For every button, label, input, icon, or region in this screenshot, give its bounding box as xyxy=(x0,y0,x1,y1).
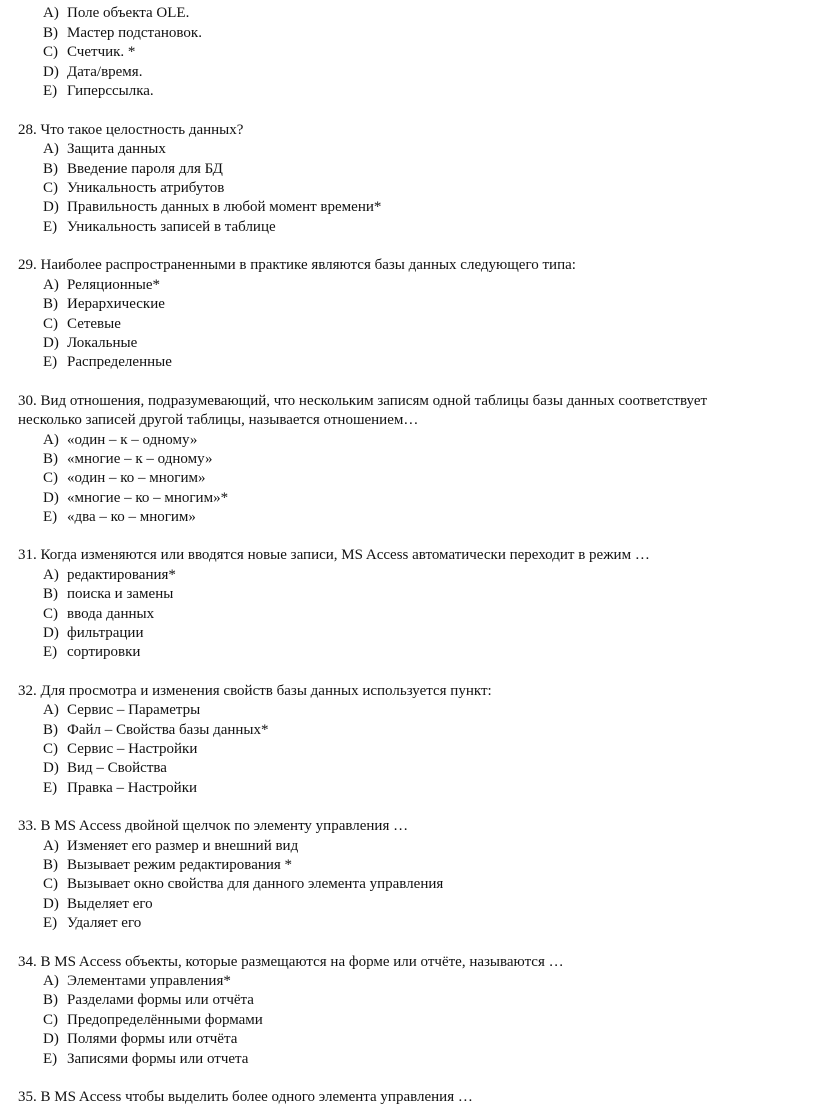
question-33: 33. В MS Access двойной щелчок по элементу управления … xyxy=(18,818,409,834)
answer-option: A) Элементами управления* xyxy=(43,973,231,989)
answer-option: D) Выделяет его xyxy=(43,896,153,912)
answer-option: E) Уникальность записей в таблице xyxy=(43,219,276,235)
answer-option: B) Разделами формы или отчёта xyxy=(43,992,254,1008)
answer-option: D) фильтрации xyxy=(43,625,144,641)
question-30: 30. Вид отношения, подразумевающий, что нескольким записям одной таблицы базы данных соответствует xyxy=(18,393,708,409)
intro-answer: E) Гиперссылка. xyxy=(43,83,154,99)
intro-answer: A) Поле объекта OLE. xyxy=(43,5,190,21)
answer-option: E) Правка – Настройки xyxy=(43,780,198,796)
answer-option: D) Вид – Свойства xyxy=(43,760,167,776)
answer-option: D) Локальные xyxy=(43,335,138,351)
answer-option: A) Реляционные* xyxy=(43,277,161,293)
answer-option: C) Вызывает окно свойства для данного элемента управления xyxy=(43,876,444,892)
answer-option: B) поиска и замены xyxy=(43,586,174,602)
answer-option: D) Полями формы или отчёта xyxy=(43,1031,238,1047)
answer-option: E) Записями формы или отчета xyxy=(43,1051,249,1067)
answer-option: E) Распределенные xyxy=(43,354,172,370)
answer-option: C) Уникальность атрибутов xyxy=(43,180,225,196)
question-34: 34. В MS Access объекты, которые размещаются на форме или отчёте, называются … xyxy=(18,954,564,970)
answer-option: E) Удаляет его xyxy=(43,915,142,931)
intro-answer: B) Мастер подстановок. xyxy=(43,25,202,41)
question-30-continuation: несколько записей другой таблицы, называется отношением… xyxy=(18,412,419,428)
answer-option: C) Сервис – Настройки xyxy=(43,741,198,757)
answer-option: C) Сетевые xyxy=(43,316,121,332)
answer-option: E) «два – ко – многим» xyxy=(43,509,196,525)
answer-option: A) Сервис – Параметры xyxy=(43,702,201,718)
question-28: 28. Что такое целостность данных? xyxy=(18,122,244,138)
answer-option: B) «многие – к – одному» xyxy=(43,451,213,467)
answer-option: A) «один – к – одному» xyxy=(43,432,198,448)
answer-option: D) «многие – ко – многим»* xyxy=(43,490,229,506)
answer-option: B) Введение пароля для БД xyxy=(43,161,223,177)
question-31: 31. Когда изменяются или вводятся новые записи, MS Access автоматически переходит в режим … xyxy=(18,547,650,563)
question-32: 32. Для просмотра и изменения свойств базы данных используется пункт: xyxy=(18,683,492,699)
answer-option: B) Файл – Свойства базы данных* xyxy=(43,722,269,738)
answer-option: B) Иерархические xyxy=(43,296,165,312)
answer-option: D) Правильность данных в любой момент времени* xyxy=(43,199,382,215)
question-35: 35. В MS Access чтобы выделить более одного элемента управления … xyxy=(18,1089,473,1105)
answer-option: C) «один – ко – многим» xyxy=(43,470,206,486)
question-29: 29. Наиболее распространенными в практике являются базы данных следующего типа: xyxy=(18,257,576,273)
intro-answer: D) Дата/время. xyxy=(43,64,143,80)
intro-answer: C) Счетчик. * xyxy=(43,44,136,60)
answer-option: B) Вызывает режим редактирования * xyxy=(43,857,293,873)
answer-option: A) Изменяет его размер и внешний вид xyxy=(43,838,299,854)
answer-option: E) сортировки xyxy=(43,644,141,660)
answer-option: C) ввода данных xyxy=(43,606,155,622)
answer-option: C) Предопределёнными формами xyxy=(43,1012,263,1028)
answer-option: A) редактирования* xyxy=(43,567,176,583)
answer-option: A) Защита данных xyxy=(43,141,166,157)
